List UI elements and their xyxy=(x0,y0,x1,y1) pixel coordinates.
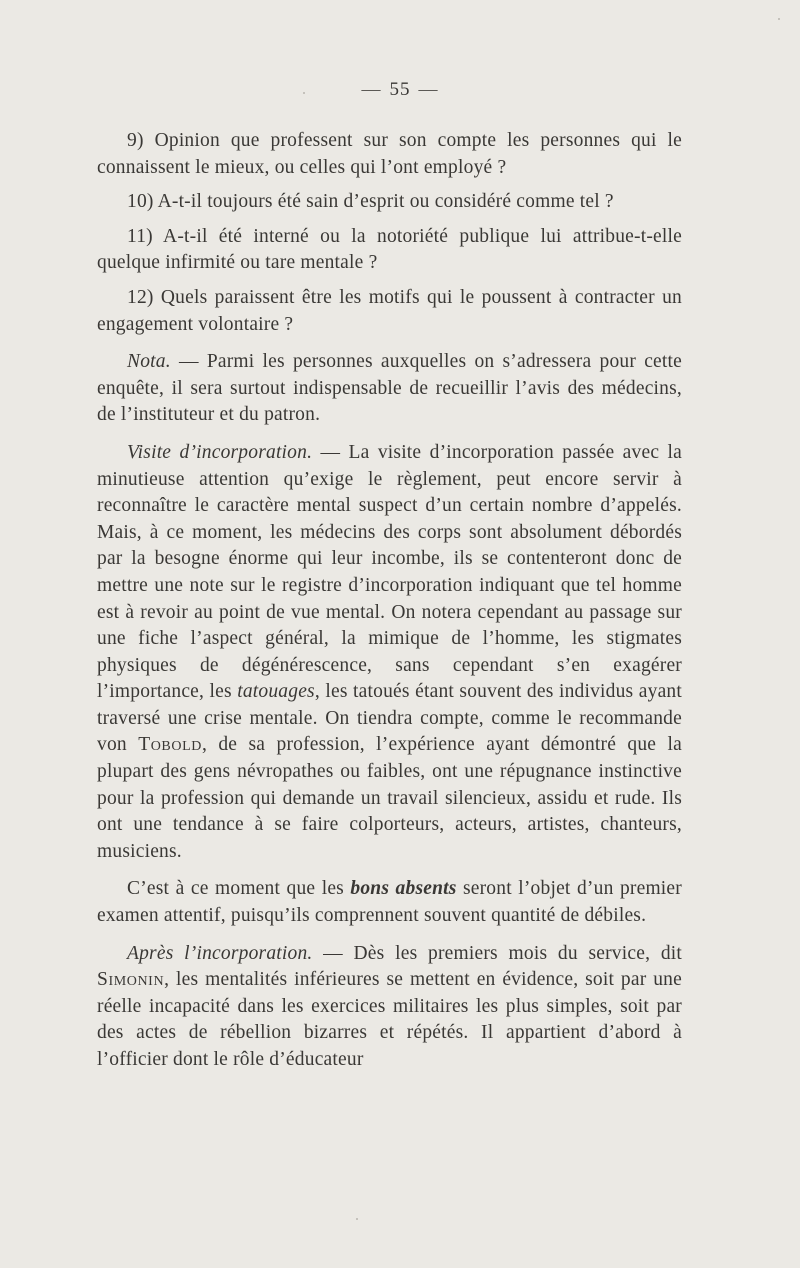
nota-text: — Parmi les personnes auxquelles on s’adressera pour cette enquête, il sera surtout indispensable de recueillir l’avis des médecins, de l’instituteur et du patron. xyxy=(97,351,682,426)
paper-speck xyxy=(303,92,305,94)
apres-text-a: — Dès les premiers mois du service, dit xyxy=(312,942,683,964)
apres-paragraph xyxy=(97,941,682,1074)
author-name-tobold: Tobold xyxy=(138,734,202,756)
bons-absents-emphasis: bons absents xyxy=(350,878,457,900)
visite-text-a: — La visite d’incorporation passée avec la minutieuse attention qu’exige le règlement, peut encore servir à reconnaître le caractère mental suspect d’un certain nombre d’appelés. Mais, à ce moment, les médecins des corps sont absolument débordés par la besogne énorme qui leur incombe, ils se contenteront donc de mettre une note sur le registre d’incorporation indiquant que tel homme est à revoir au point de vue mental. On notera cependant au passage sur une fiche l’aspect général, la mimique de l’homme, les stigmates physiques de dégénérescence, sans cependant s’en exagérer l’importance, les xyxy=(97,441,683,703)
paper-speck xyxy=(356,1218,358,1220)
author-name-simonin: Simonin xyxy=(97,969,165,991)
bons-absents-text-a: C’est à ce moment que les xyxy=(127,878,351,900)
visite-text-b: , les tatoués étant souvent des individus ayant traversé une crise mentale. On tiendra compte, comme le recommande von xyxy=(97,681,682,756)
visite-heading: Visite d’incorporation. xyxy=(127,441,313,463)
paper-speck xyxy=(778,18,780,20)
visite-emphasis: tatouages xyxy=(237,681,315,703)
nota-heading: Nota. xyxy=(127,351,171,373)
question-9-text: 9) Opinion que professent sur son compte les personnes qui le connaissent le mieux, ou celles qui l’ont employé ? xyxy=(97,130,682,178)
question-10 xyxy=(97,189,682,216)
apres-text-b: , les mentalités inférieures se mettent en évidence, soit par une réelle incapacité dans les exercices militaires les plus simples, soit par des actes de rébellion bizarres et répétés. Il appartient d’abord à l’officier dont le rôle d’éducateur xyxy=(97,969,682,1070)
bons-absents-paragraph xyxy=(97,876,682,929)
question-9 xyxy=(97,128,682,181)
folio-number: 55 xyxy=(389,79,411,100)
visite-paragraph xyxy=(97,440,682,866)
page-body xyxy=(97,128,682,1074)
question-12-text: 12) Quels paraissent être les motifs qui le poussent à contracter un engagement volontaire ? xyxy=(97,286,682,335)
question-12 xyxy=(97,285,682,338)
folio-dash-left: — xyxy=(361,79,382,100)
folio-dash-right: — xyxy=(418,79,439,100)
question-10-text: 10) A-t-il toujours été sain d’esprit ou considéré comme tel ? xyxy=(127,191,614,213)
apres-heading: Après l’incorporation. xyxy=(127,942,313,964)
bons-absents-text-b: seront l’objet d’un premier examen attentif, puisqu’ils comprennent souvent quantité de débiles. xyxy=(97,878,682,927)
nota-paragraph xyxy=(97,349,682,429)
question-11-text: 11) A-t-il été interné ou la notoriété publique lui attribue-t-elle quelque infirmité ou tare mentale ? xyxy=(97,225,682,274)
visite-text-c: , de sa profession, l’expérience ayant démontré que la plupart des gens névropathes ou faibles, ont une répugnance instinctive pour la profession qui demande un travail silencieux, assidu et rude. Ils ont une tendance à se faire colporteurs, acteurs, artistes, chanteurs, musiciens. xyxy=(97,734,682,862)
question-11 xyxy=(97,224,682,277)
page-number xyxy=(0,78,800,102)
